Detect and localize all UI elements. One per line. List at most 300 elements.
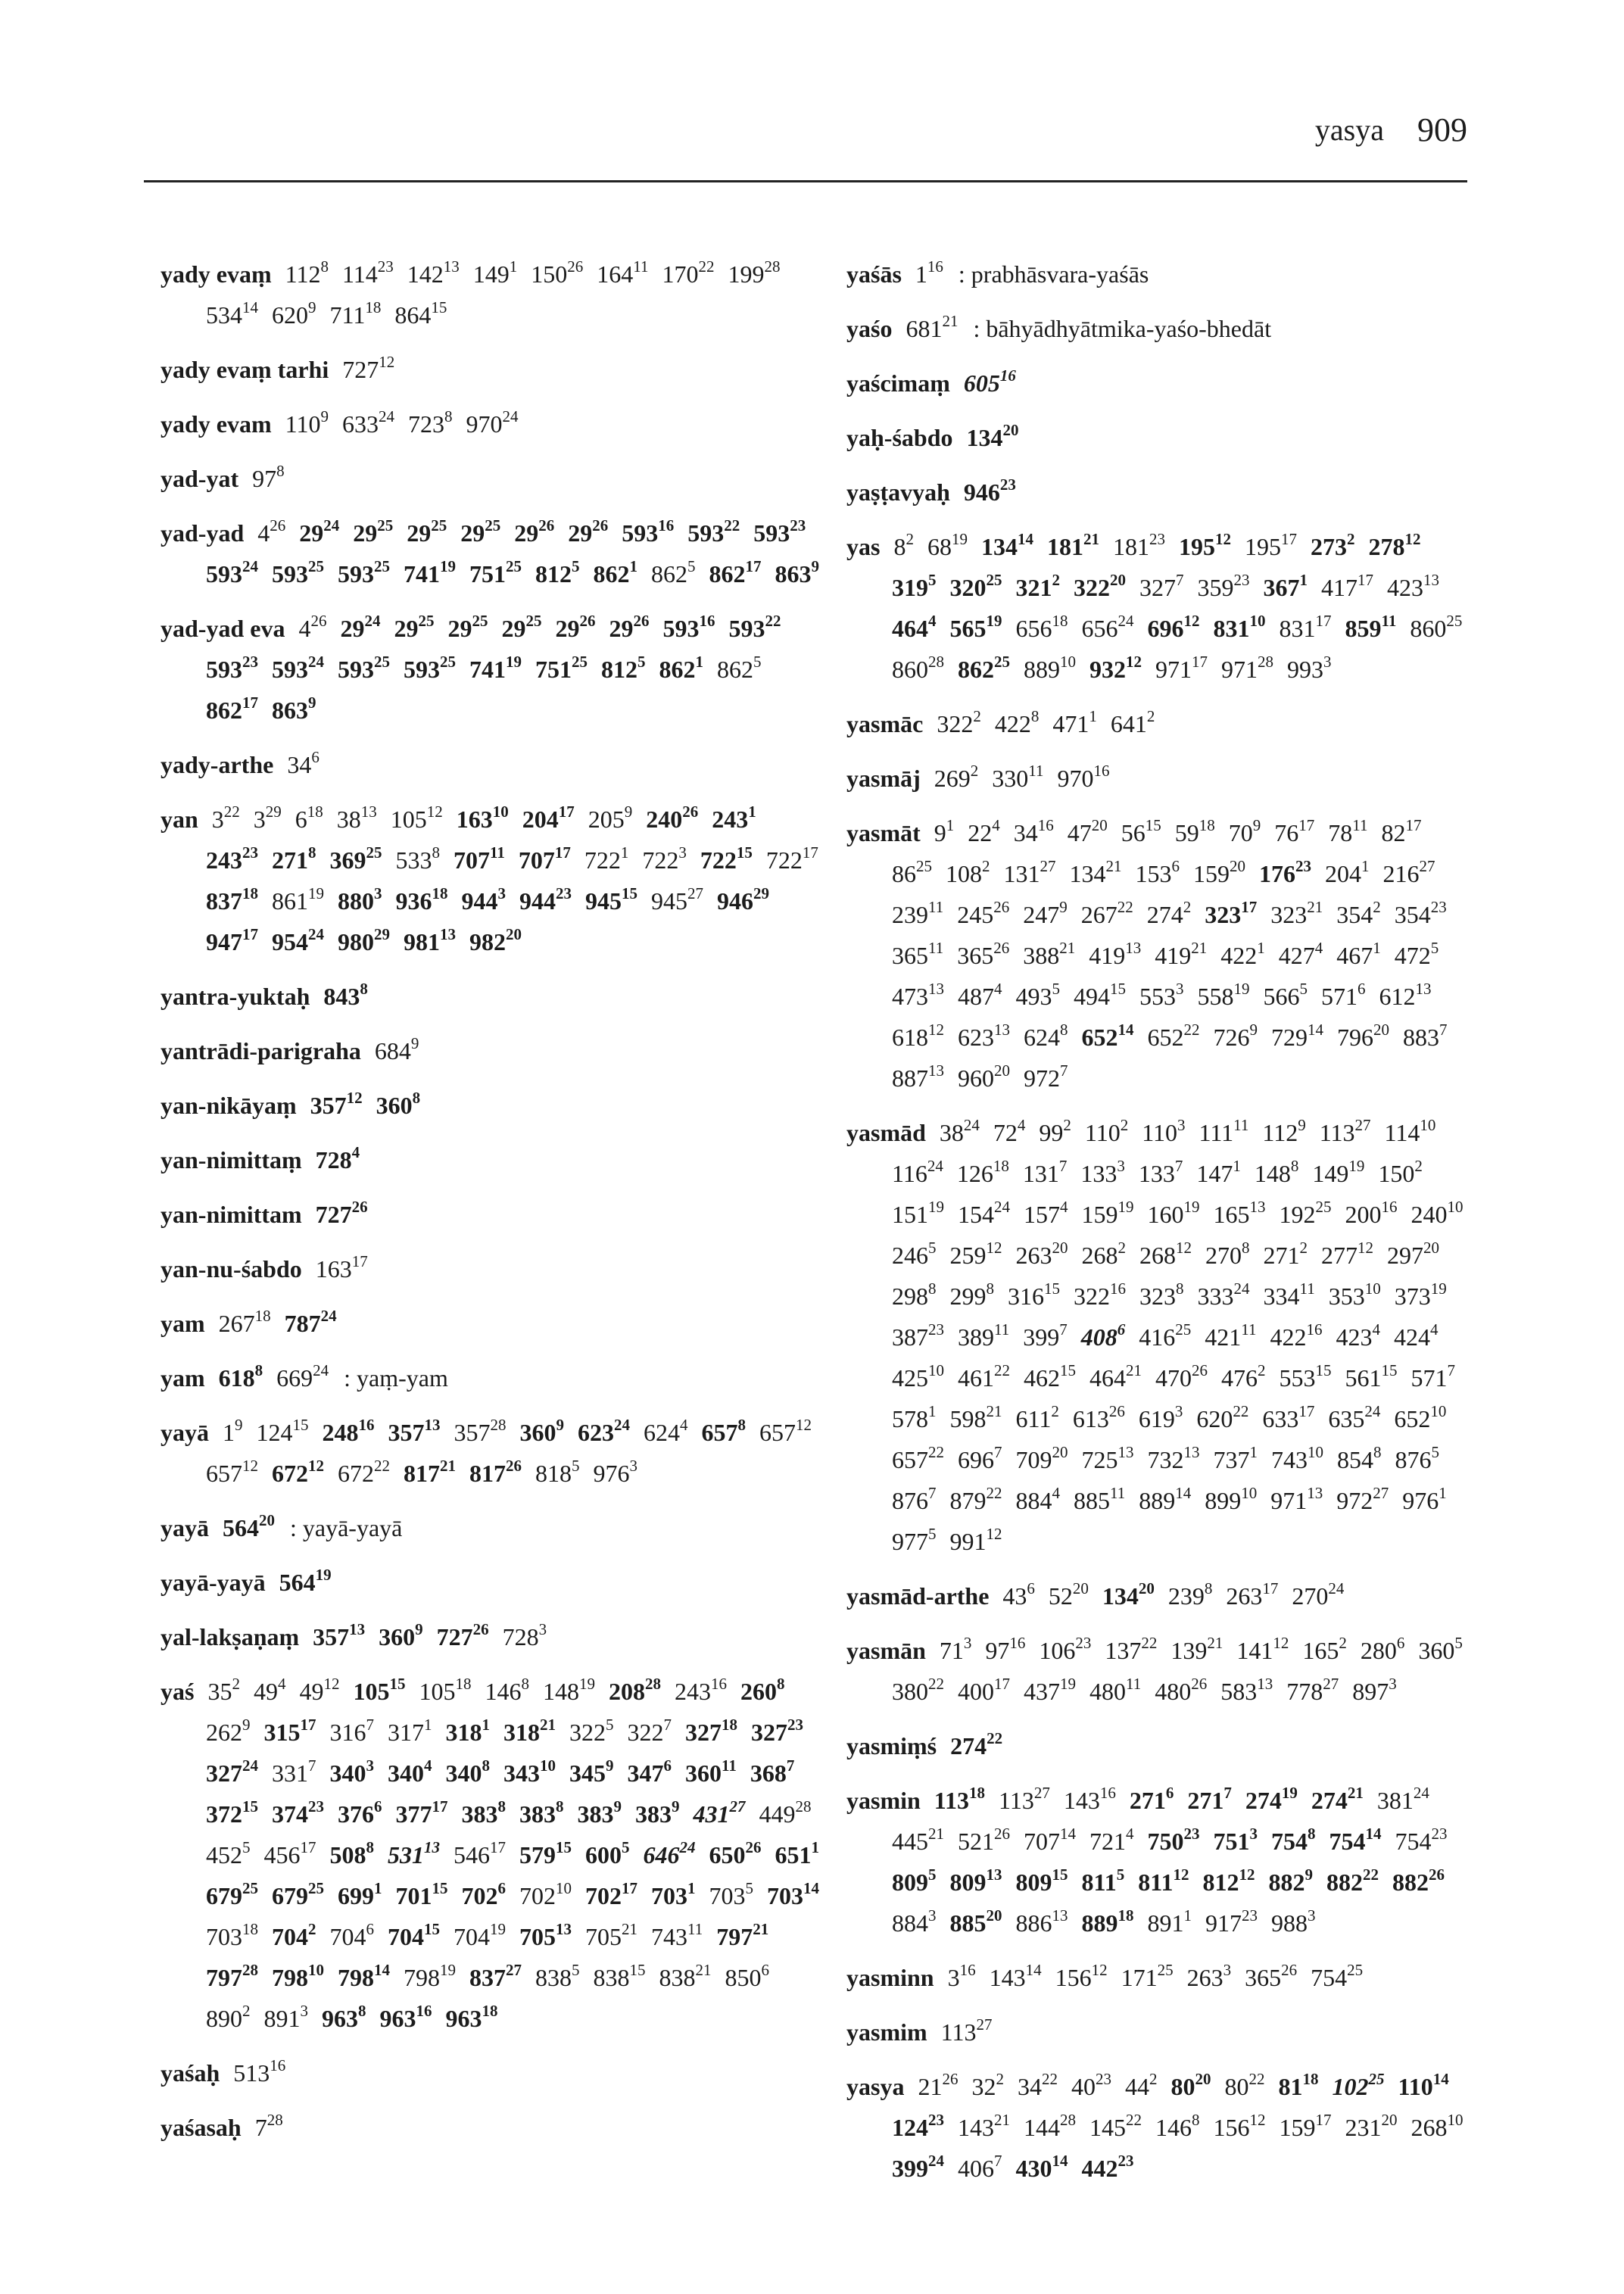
headword: yasmāj xyxy=(846,765,921,792)
page-line-reference: $546^{17}$ xyxy=(454,1838,506,1869)
page-line-reference: $181^{21}$ xyxy=(1046,530,1099,560)
page-line-reference: $705^{13}$ xyxy=(519,1920,572,1950)
headword: yasmād xyxy=(846,1119,926,1146)
index-entry-yady-evam xyxy=(161,254,827,335)
page-line-reference: $727^{26}$ xyxy=(436,1620,489,1650)
page-line-reference: $195^{17}$ xyxy=(1244,530,1297,560)
page-line-reference: $216^{27}$ xyxy=(1382,857,1435,887)
page-line-reference: $880^3$ xyxy=(338,884,382,915)
page-line-reference: $954^{24}$ xyxy=(272,925,324,955)
page-line-reference: $315^{17}$ xyxy=(263,1716,316,1746)
page-line-reference: $422^8$ xyxy=(994,707,1040,737)
page-line-reference: $879^{22}$ xyxy=(949,1484,1002,1514)
page-line-reference: $699^1$ xyxy=(338,1879,382,1909)
page-line-reference: $838^{15}$ xyxy=(593,1961,646,1991)
page-line-reference: $29^{25}$ xyxy=(447,612,488,642)
page-line-reference: $388^{21}$ xyxy=(1023,939,1076,969)
page-line-reference: $876^5$ xyxy=(1395,1443,1439,1473)
page-line-reference: $963^{18}$ xyxy=(445,2002,498,2032)
page-line-reference: $333^{24}$ xyxy=(1197,1279,1250,1310)
index-entry-yad-yat xyxy=(161,458,827,499)
page-line-reference: $702^{17}$ xyxy=(585,1879,637,1909)
page-line-reference: $593^{25}$ xyxy=(338,653,390,683)
page-line-reference: $427^4$ xyxy=(1278,939,1323,969)
page-line-reference: $248^{16}$ xyxy=(322,1416,375,1446)
page-line-reference: $838^5$ xyxy=(535,1961,580,1991)
headword: yan-nu-śabdo xyxy=(161,1255,302,1283)
page-line-reference: $887^{13}$ xyxy=(892,1061,944,1092)
page-line-reference: $452^5$ xyxy=(206,1838,251,1869)
page-line-reference: $3^{22}$ xyxy=(211,803,240,833)
page-line-reference: $323^{21}$ xyxy=(1270,898,1323,928)
page-line-reference: $159^{20}$ xyxy=(1193,857,1245,887)
page-line-reference: $728^4$ xyxy=(315,1143,360,1173)
page-line-reference: $593^{16}$ xyxy=(662,612,715,642)
page-line-reference: $737^1$ xyxy=(1213,1443,1258,1473)
page-line-reference: $861^{19}$ xyxy=(272,884,324,915)
page-line-reference: $154^{24}$ xyxy=(958,1198,1010,1228)
page-line-reference: $68^{19}$ xyxy=(927,530,968,560)
page-line-reference: $192^{25}$ xyxy=(1279,1198,1332,1228)
page-line-reference: $1^9$ xyxy=(223,1416,243,1446)
index-entry-yantra-yuktah xyxy=(161,976,827,1017)
page-line-reference: $419^{13}$ xyxy=(1089,939,1142,969)
index-entry-yam xyxy=(161,1303,827,1344)
page-line-reference: $946^{23}$ xyxy=(963,475,1016,506)
page-line-reference: $267^{18}$ xyxy=(218,1307,271,1337)
page-line-reference: $862^{17}$ xyxy=(206,693,258,724)
page-line-reference: $163^{10}$ xyxy=(456,803,509,833)
page-line-reference: $722^{17}$ xyxy=(765,843,818,874)
page-line-reference: $268^{12}$ xyxy=(1139,1239,1192,1269)
page-line-reference: $44^2$ xyxy=(1124,2070,1158,2100)
page-line-reference: $205^9$ xyxy=(588,803,633,833)
page-line-reference: $49^{12}$ xyxy=(299,1675,340,1705)
page-line-reference: $977^5$ xyxy=(892,1525,937,1555)
page-line-reference: $408^6$ xyxy=(1080,1320,1126,1351)
page-line-reference: $945^{27}$ xyxy=(651,884,703,915)
index-entry-yan-nimittam xyxy=(161,1139,827,1180)
headword: yantra-yuktaḥ xyxy=(161,983,310,1010)
page-line-reference: $299^8$ xyxy=(949,1279,994,1310)
page-line-reference: $705^{21}$ xyxy=(585,1920,637,1950)
page-line-reference: $882^{26}$ xyxy=(1392,1865,1445,1896)
page-line-reference: $49^4$ xyxy=(253,1675,286,1705)
page-line-reference: $863^9$ xyxy=(775,557,819,588)
page-line-reference: $812^5$ xyxy=(601,653,646,683)
page-line-reference: $743^{10}$ xyxy=(1271,1443,1323,1473)
page-line-reference: $970^{16}$ xyxy=(1057,762,1110,792)
page-line-reference: $565^{19}$ xyxy=(949,612,1002,642)
page-line-reference: $327^{24}$ xyxy=(206,1756,258,1787)
page-line-reference: $947^{17}$ xyxy=(206,925,258,955)
page-line-reference: $278^{12}$ xyxy=(1368,530,1421,560)
page-line-reference: $476^2$ xyxy=(1221,1361,1266,1392)
page-line-reference: $80^{22}$ xyxy=(1224,2070,1265,2100)
index-entry-yaso xyxy=(846,308,1482,349)
page-line-reference: $620^{22}$ xyxy=(1196,1402,1249,1432)
page-line-reference: $368^7$ xyxy=(750,1756,795,1787)
page-line-reference: $963^{16}$ xyxy=(379,2002,432,2032)
page-line-reference: $944^3$ xyxy=(461,884,506,915)
headword: yan-nikāyaṃ xyxy=(161,1092,297,1119)
index-entry-yasasah xyxy=(161,2107,827,2148)
page-line-reference: $578^1$ xyxy=(892,1402,937,1432)
page-line-reference: $431^{27}$ xyxy=(693,1797,746,1828)
page-line-reference: $882^9$ xyxy=(1268,1865,1313,1896)
page-line-reference: $963^8$ xyxy=(322,2002,366,2032)
page-line-reference: $267^{22}$ xyxy=(1080,898,1133,928)
page-line-reference: $862^1$ xyxy=(659,653,703,683)
index-entry-yady-evam xyxy=(161,404,827,444)
page-line-reference: $972^7$ xyxy=(1024,1061,1068,1092)
page-line-reference: $34^{22}$ xyxy=(1017,2070,1058,2100)
page-line-reference: $732^{13}$ xyxy=(1147,1443,1200,1473)
page-line-reference: $243^{16}$ xyxy=(674,1675,727,1705)
page-line-reference: $797^{28}$ xyxy=(206,1961,258,1991)
page-line-reference: $473^{13}$ xyxy=(892,980,944,1010)
page-line-reference: $422^{16}$ xyxy=(1270,1320,1323,1351)
page-line-reference: $619^3$ xyxy=(1138,1402,1183,1432)
page-line-reference: $593^{22}$ xyxy=(687,516,740,547)
page-line-reference: $831^{17}$ xyxy=(1279,612,1332,642)
page-line-reference: $971^{28}$ xyxy=(1221,653,1273,683)
page-line-reference: $809^5$ xyxy=(892,1865,937,1896)
index-entry-yan-nikayam xyxy=(161,1085,827,1126)
page-line-reference: $239^8$ xyxy=(1167,1579,1213,1610)
page-line-reference: $165^2$ xyxy=(1302,1634,1347,1664)
page-line-reference: $9^1$ xyxy=(934,816,955,846)
page-line-reference: $669^{24}$ xyxy=(276,1361,329,1392)
headword: yasya xyxy=(846,2073,905,2100)
page-line-reference: $754^8$ xyxy=(1271,1825,1316,1855)
headword: yaśo xyxy=(846,315,893,342)
page-line-reference: $381^{24}$ xyxy=(1376,1784,1429,1814)
page-line-reference: $29^{24}$ xyxy=(299,516,340,547)
page-line-reference: $142^{13}$ xyxy=(407,257,460,288)
page-line-reference: $741^{19}$ xyxy=(404,557,456,588)
page-line-reference: $360^5$ xyxy=(1418,1634,1463,1664)
page-line-reference: $703^{18}$ xyxy=(206,1920,258,1950)
page-line-reference: $29^{25}$ xyxy=(501,612,542,642)
index-entry-yantradi-parigraha xyxy=(161,1030,827,1071)
headword: yad-yad eva xyxy=(161,615,285,642)
page-line-reference: $406^7$ xyxy=(958,2152,1002,2182)
page-line-reference: $620^9$ xyxy=(272,298,316,329)
page-line-reference: $106^{23}$ xyxy=(1039,1634,1092,1664)
page-line-reference: $247^9$ xyxy=(1023,898,1068,928)
headword: yaścimaṃ xyxy=(846,369,950,397)
headword: yasmiṃś xyxy=(846,1732,937,1759)
page-line-reference: $422^1$ xyxy=(1220,939,1265,969)
page-line-reference: $811^{12}$ xyxy=(1138,1865,1189,1896)
page-line-reference: $709^{20}$ xyxy=(1015,1443,1068,1473)
page-line-reference: $280^6$ xyxy=(1360,1634,1405,1664)
cross-reference: : yayā-yayā xyxy=(290,1514,403,1541)
page-line-reference: $367^1$ xyxy=(1263,571,1308,601)
page-line-reference: $862^5$ xyxy=(717,653,762,683)
page-line-reference: $80^{20}$ xyxy=(1170,2070,1211,2100)
page-line-reference: $798^{14}$ xyxy=(338,1961,390,1991)
page-line-reference: $399^{24}$ xyxy=(892,2152,944,2182)
index-column-right xyxy=(846,254,1482,2202)
page-line-reference: $798^{10}$ xyxy=(272,1961,324,1991)
page-line-reference: $365^{11}$ xyxy=(892,939,944,969)
page-line-reference: $134^{20}$ xyxy=(966,421,1019,451)
page-line-reference: $268^2$ xyxy=(1081,1239,1126,1269)
page-line-reference: $618^8$ xyxy=(218,1361,263,1392)
page-line-reference: $345^9$ xyxy=(569,1756,614,1787)
page-line-reference: $340^3$ xyxy=(329,1756,374,1787)
page-line-reference: $480^{11}$ xyxy=(1089,1675,1142,1705)
page-line-reference: $425^{10}$ xyxy=(892,1361,944,1392)
page-line-reference: $641^2$ xyxy=(1110,707,1155,737)
headword: yaśaḥ xyxy=(161,2059,220,2087)
page-line-reference: $652^{10}$ xyxy=(1394,1402,1447,1432)
page-line-reference: $260^8$ xyxy=(740,1675,785,1705)
page-line-reference: $650^{26}$ xyxy=(709,1838,762,1869)
page-line-reference: $449^{28}$ xyxy=(759,1797,812,1828)
headword: yasmād-arthe xyxy=(846,1582,990,1610)
page-line-reference: $421^{11}$ xyxy=(1205,1320,1257,1351)
page-line-reference: $143^{21}$ xyxy=(958,2111,1010,2141)
page-line-reference: $751^{25}$ xyxy=(469,557,522,588)
page-line-reference: $400^{17}$ xyxy=(958,1675,1010,1705)
headword: yasmāt xyxy=(846,819,921,846)
page-line-reference: $141^{12}$ xyxy=(1236,1634,1289,1664)
page-line-reference: $297^{20}$ xyxy=(1387,1239,1439,1269)
page-line-reference: $884^4$ xyxy=(1015,1484,1060,1514)
page-line-reference: $722^{15}$ xyxy=(700,843,753,874)
page-line-reference: $334^{11}$ xyxy=(1263,1279,1315,1310)
page-line-reference: $723^8$ xyxy=(407,407,453,438)
page-line-reference: $369^{25}$ xyxy=(329,843,382,874)
page-line-reference: $593^{24}$ xyxy=(272,653,324,683)
page-line-reference: $558^{19}$ xyxy=(1197,980,1250,1010)
page-line-reference: $863^9$ xyxy=(272,693,316,724)
page-line-reference: $243^{23}$ xyxy=(206,843,258,874)
index-entry-yasmad-arthe xyxy=(846,1576,1482,1616)
index-entry-yam xyxy=(161,1357,827,1398)
page-line-reference: $860^{28}$ xyxy=(892,653,944,683)
headword: yasmāc xyxy=(846,710,924,737)
page-line-reference: $471^1$ xyxy=(1052,707,1097,737)
page-line-reference: $886^{13}$ xyxy=(1015,1906,1068,1937)
page-line-reference: $889^{14}$ xyxy=(1139,1484,1192,1514)
headword: yady evaṃ xyxy=(161,260,272,288)
page-line-reference: $430^{14}$ xyxy=(1015,2152,1068,2182)
page-line-reference: $971^{13}$ xyxy=(1270,1484,1323,1514)
page-line-reference: $105^{12}$ xyxy=(390,803,443,833)
page-line-reference: $7^{28}$ xyxy=(254,2111,283,2141)
page-line-reference: $442^{23}$ xyxy=(1081,2152,1134,2182)
page-line-reference: $263^{17}$ xyxy=(1226,1579,1279,1610)
page-line-reference: $646^{24}$ xyxy=(643,1838,696,1869)
page-line-reference: $274^{19}$ xyxy=(1245,1784,1298,1814)
page-line-reference: $316^7$ xyxy=(329,1716,374,1746)
index-entry-yasmaj xyxy=(846,758,1482,799)
page-line-reference: $613^{26}$ xyxy=(1072,1402,1125,1432)
page-line-reference: $593^{22}$ xyxy=(728,612,781,642)
page-line-reference: $82^{17}$ xyxy=(1381,816,1422,846)
index-column-left xyxy=(161,254,827,2162)
page-line-reference: $917^{23}$ xyxy=(1205,1906,1258,1937)
page-line-reference: $263^{20}$ xyxy=(1015,1239,1068,1269)
page-line-reference: $860^{25}$ xyxy=(1410,612,1463,642)
page-line-reference: $818^5$ xyxy=(535,1457,580,1487)
headword: yady evaṃ tarhi xyxy=(161,356,329,383)
page-line-reference: $32^2$ xyxy=(971,2070,1004,2100)
page-line-reference: $633^{17}$ xyxy=(1262,1402,1315,1432)
index-entry-yasah xyxy=(161,2052,827,2093)
page-line-reference: $980^{29}$ xyxy=(338,925,390,955)
page-line-reference: $882^{22}$ xyxy=(1326,1865,1379,1896)
page-line-reference: $561^{15}$ xyxy=(1345,1361,1398,1392)
index-entry-yady-arthe xyxy=(161,744,827,785)
page-line-reference: $97^{16}$ xyxy=(985,1634,1026,1664)
page-line-reference: $531^{13}$ xyxy=(388,1838,440,1869)
page-line-reference: $703^1$ xyxy=(651,1879,696,1909)
page-line-reference: $583^{13}$ xyxy=(1220,1675,1273,1705)
page-line-reference: $72^4$ xyxy=(993,1116,1026,1146)
page-line-reference: $618^{12}$ xyxy=(892,1021,944,1051)
page-number: 909 xyxy=(1417,111,1467,148)
page-line-reference: $703^{14}$ xyxy=(767,1879,819,1909)
page-line-reference: $108^2$ xyxy=(946,857,990,887)
index-entry-yascimam xyxy=(846,363,1482,404)
page-line-reference: $809^{13}$ xyxy=(949,1865,1002,1896)
page-line-reference: $298^8$ xyxy=(892,1279,937,1310)
page-line-reference: $204^{17}$ xyxy=(522,803,575,833)
page-line-reference: $437^{19}$ xyxy=(1024,1675,1076,1705)
page-line-reference: $3^{29}$ xyxy=(253,803,282,833)
page-line-reference: $684^9$ xyxy=(374,1034,419,1064)
page-line-reference: $721^4$ xyxy=(1089,1825,1134,1855)
page-line-reference: $932^{12}$ xyxy=(1089,653,1142,683)
page-line-reference: $71^3$ xyxy=(939,1634,972,1664)
page-line-reference: $399^7$ xyxy=(1023,1320,1068,1351)
headword: yasmān xyxy=(846,1637,926,1664)
page-line-reference: $593^{16}$ xyxy=(622,516,675,547)
page-line-reference: $461^{22}$ xyxy=(958,1361,1010,1392)
page-line-reference: $320^{25}$ xyxy=(949,571,1002,601)
page-line-reference: $571^6$ xyxy=(1321,980,1366,1010)
page-line-reference: $513^{16}$ xyxy=(233,2056,286,2087)
page-line-reference: $462^{15}$ xyxy=(1024,1361,1076,1392)
page-line-reference: $564^{20}$ xyxy=(223,1511,275,1541)
page-line-reference: $171^{25}$ xyxy=(1121,1961,1174,1991)
page-line-reference: $52^{20}$ xyxy=(1048,1579,1089,1610)
page-line-reference: $891^3$ xyxy=(263,2002,308,2032)
page-line-reference: $318^{21}$ xyxy=(503,1716,556,1746)
page-line-reference: $150^{26}$ xyxy=(531,257,584,288)
page-line-reference: $56^{15}$ xyxy=(1121,816,1161,846)
page-line-reference: $163^{17}$ xyxy=(315,1252,368,1283)
headword: yaś xyxy=(161,1678,195,1705)
page-line-reference: $157^4$ xyxy=(1024,1198,1068,1228)
page-line-reference: $751^3$ xyxy=(1213,1825,1258,1855)
page-line-reference: $38^{24}$ xyxy=(939,1116,980,1146)
page-line-reference: $22^4$ xyxy=(968,816,1000,846)
page-line-reference: $672^{22}$ xyxy=(338,1457,390,1487)
page-line-reference: $884^3$ xyxy=(892,1906,937,1937)
page-line-reference: $111^{11}$ xyxy=(1199,1116,1249,1146)
headword: yan xyxy=(161,806,198,833)
page-line-reference: $971^{17}$ xyxy=(1155,653,1208,683)
page-line-reference: $728^3$ xyxy=(502,1620,547,1650)
page-line-reference: $593^{25}$ xyxy=(272,557,324,588)
headword: yaśasaḥ xyxy=(161,2114,242,2141)
page-line-reference: $681^{21}$ xyxy=(906,312,959,342)
page-line-reference: $944^{23}$ xyxy=(519,884,572,915)
page-line-reference: $274^{22}$ xyxy=(950,1729,1003,1759)
page-line-reference: $8^2$ xyxy=(893,530,914,560)
page-line-reference: $105^{18}$ xyxy=(419,1675,472,1705)
page-line-reference: $593^{25}$ xyxy=(338,557,390,588)
page-line-reference: $316^{15}$ xyxy=(1008,1279,1060,1310)
page-line-reference: $843^8$ xyxy=(323,980,368,1010)
page-line-reference: $318^1$ xyxy=(445,1716,490,1746)
page-line-reference: $494^{15}$ xyxy=(1074,980,1126,1010)
index-entry-yaya xyxy=(161,1412,827,1494)
page-line-reference: $885^{20}$ xyxy=(949,1906,1002,1937)
page-line-reference: $259^{12}$ xyxy=(949,1239,1002,1269)
index-entry-yas xyxy=(846,526,1482,690)
page-line-reference: $360^8$ xyxy=(376,1089,421,1119)
page-line-reference: $149^1$ xyxy=(472,257,518,288)
page-line-reference: $652^{22}$ xyxy=(1147,1021,1200,1051)
page-line-reference: $270^{24}$ xyxy=(1292,1579,1345,1610)
page-line-reference: $722^1$ xyxy=(584,843,629,874)
page-line-reference: $245^{26}$ xyxy=(957,898,1010,928)
page-line-reference: $274^{21}$ xyxy=(1311,1784,1364,1814)
page-line-reference: $113^{27}$ xyxy=(1319,1116,1371,1146)
page-line-reference: $151^{19}$ xyxy=(892,1198,944,1228)
page-line-reference: $29^{25}$ xyxy=(394,612,435,642)
page-line-reference: $323^{17}$ xyxy=(1205,898,1258,928)
page-line-reference: $110^2$ xyxy=(1084,1116,1129,1146)
page-line-reference: $885^{11}$ xyxy=(1074,1484,1126,1514)
page-line-reference: $702^6$ xyxy=(461,1879,506,1909)
page-line-reference: $445^{21}$ xyxy=(892,1825,944,1855)
page-line-reference: $131^{27}$ xyxy=(1003,857,1056,887)
page-line-reference: $359^{23}$ xyxy=(1197,571,1250,601)
page-line-reference: $76^{17}$ xyxy=(1274,816,1315,846)
page-line-reference: $611^2$ xyxy=(1015,1402,1059,1432)
page-line-reference: $704^{19}$ xyxy=(454,1920,506,1950)
page-line-reference: $553^3$ xyxy=(1139,980,1184,1010)
page-line-reference: $623^{13}$ xyxy=(958,1021,1010,1051)
page-line-reference: $29^{26}$ xyxy=(568,516,609,547)
headword: yad-yat xyxy=(161,465,239,492)
page-line-reference: $4^{26}$ xyxy=(298,612,327,642)
page-line-reference: $271^6$ xyxy=(1129,1784,1174,1814)
page-line-reference: $727^{26}$ xyxy=(315,1198,368,1228)
page-line-reference: $208^{28}$ xyxy=(608,1675,661,1705)
page-line-reference: $340^8$ xyxy=(445,1756,490,1787)
page-line-reference: $891^1$ xyxy=(1147,1906,1192,1937)
page-line-reference: $29^{25}$ xyxy=(353,516,394,547)
page-line-reference: $707^{14}$ xyxy=(1024,1825,1076,1855)
page-line-reference: $862^5$ xyxy=(651,557,696,588)
page-line-reference: $199^{28}$ xyxy=(728,257,781,288)
page-line-reference: $134^{21}$ xyxy=(1069,857,1122,887)
page-line-reference: $319^5$ xyxy=(892,571,937,601)
page-line-reference: $424^4$ xyxy=(1393,1320,1439,1351)
page-line-reference: $600^5$ xyxy=(585,1838,630,1869)
page-line-reference: $143^{16}$ xyxy=(1063,1784,1116,1814)
page-line-reference: $322^7$ xyxy=(627,1716,672,1746)
